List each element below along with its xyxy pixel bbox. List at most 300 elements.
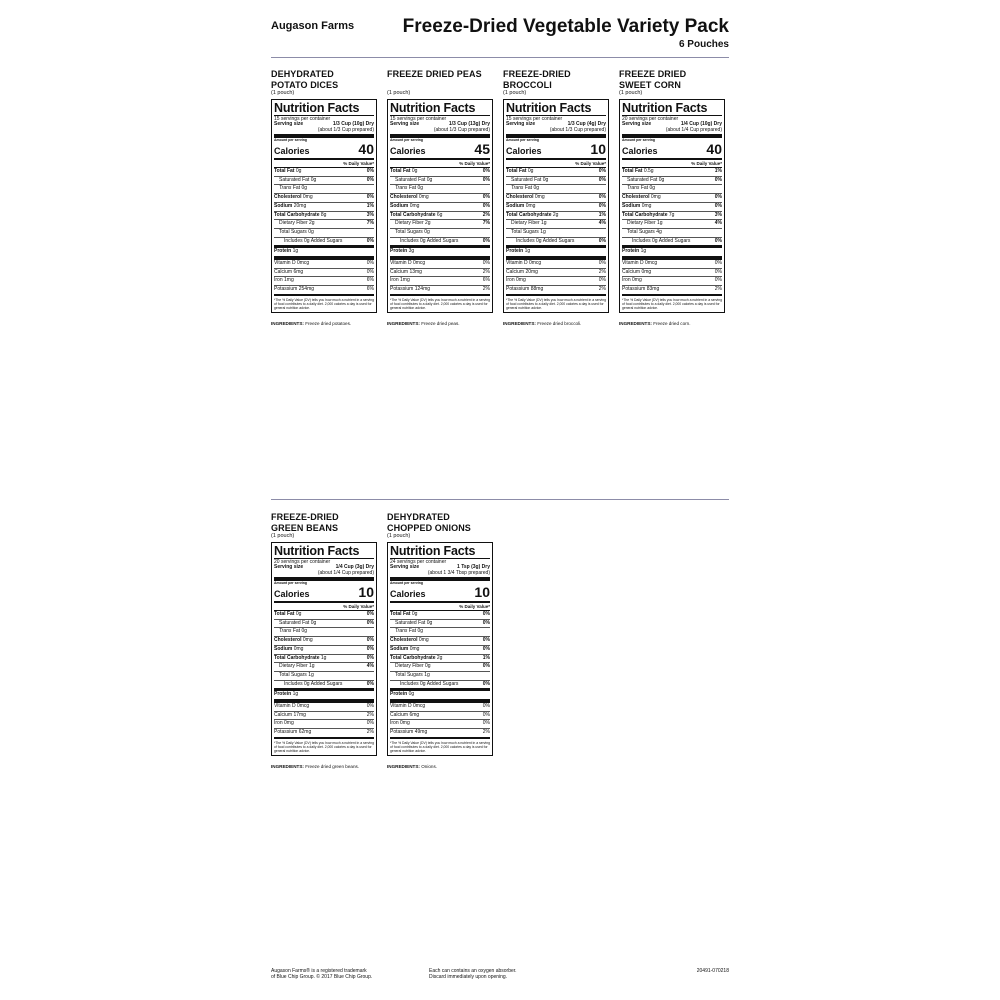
calcium-row xyxy=(274,712,374,721)
nutrition-facts-label xyxy=(503,99,609,313)
total-sugars-row xyxy=(622,229,722,238)
ingredients xyxy=(387,321,499,326)
total-fat-row xyxy=(390,168,490,177)
calcium-amount: 20mg xyxy=(525,268,538,275)
cholesterol-label: Cholesterol xyxy=(274,637,302,644)
trans-fat-label-suffix: Fat xyxy=(524,185,533,192)
total-fat-amount: 0g xyxy=(527,168,534,174)
cholesterol-amount: 0mg xyxy=(302,194,313,201)
trans-fat-label-suffix: Fat xyxy=(408,185,417,192)
iron-amount: 0mg xyxy=(400,720,410,727)
potassium-amount: 62mg xyxy=(298,729,312,736)
ingredients-text: Onions. xyxy=(421,763,438,769)
trans-fat-amount: 0g xyxy=(301,185,307,192)
protein-label: Protein xyxy=(390,691,408,698)
calories-label: Calories xyxy=(622,146,658,156)
dietary-fiber-label: Dietary Fiber xyxy=(279,220,308,227)
calories-row xyxy=(274,586,374,601)
saturated-fat-amount: 0g xyxy=(426,619,433,626)
vitamin-d-dv: 0% xyxy=(366,260,374,267)
potassium-dv: 2% xyxy=(714,286,722,293)
product-name-line2: CHOPPED ONIONS xyxy=(387,522,471,533)
calcium-dv: 2% xyxy=(482,268,490,275)
vitamin-d-row xyxy=(390,260,490,269)
potassium-dv: 6% xyxy=(366,286,374,293)
serving-prepared: (about 1/4 Cup prepared) xyxy=(665,126,722,133)
total-sugars-label: Total Sugars xyxy=(279,228,307,235)
ingredients-label: INGREDIENTS: xyxy=(271,763,304,769)
potassium-amount: 83mg xyxy=(646,286,660,293)
total-carb-label: Total Carbohydrate xyxy=(622,211,668,218)
daily-value-header: % Daily Value* xyxy=(274,160,374,168)
page-subtitle: 6 Pouches xyxy=(678,39,729,50)
added-sugars-row xyxy=(622,238,722,249)
amount-per-serving: Amount per serving xyxy=(390,581,424,585)
dietary-fiber-row xyxy=(274,220,374,229)
nutrition-facts-heading: Nutrition Facts xyxy=(622,101,722,116)
protein-amount: 1g xyxy=(524,248,531,255)
total-carb-amount: 8g xyxy=(320,211,327,218)
product-pouch-count: (1 pouch) xyxy=(503,90,527,96)
added-sugars-amount: 0g xyxy=(652,237,658,244)
servings-per-container: 15 servings per container xyxy=(274,116,331,122)
added-sugars-row xyxy=(274,681,374,692)
saturated-fat-dv: 0% xyxy=(598,176,606,183)
servings-per-container: 15 servings per container xyxy=(506,116,563,122)
total-fat-row xyxy=(506,168,606,177)
vitamin-d-row xyxy=(274,703,374,712)
product-name-line2: POTATO DICES xyxy=(271,79,339,90)
total-carb-dv: 1% xyxy=(598,211,606,218)
calcium-amount: 0mg xyxy=(641,268,652,275)
calories-value: 40 xyxy=(358,141,374,157)
daily-value-footnote: *The % Daily Value (DV) tells you how much a nutrient in a serving of food contributes to a daily diet. 2,000 calories a day is used for general nutrition advice. xyxy=(274,297,375,310)
daily-value-footnote: *The % Daily Value (DV) tells you how much a nutrient in a serving of food contributes to a daily diet. 2,000 calories a day is used for general nutrition advice. xyxy=(390,297,491,310)
protein-label: Protein xyxy=(506,248,524,255)
calcium-row xyxy=(506,269,606,278)
calories-value: 10 xyxy=(590,141,606,157)
sodium-label: Sodium xyxy=(390,645,409,652)
total-carb-label: Total Carbohydrate xyxy=(390,211,436,218)
dietary-fiber-amount: 1g xyxy=(309,663,315,670)
nutrition-facts-heading: Nutrition Facts xyxy=(390,101,490,116)
brand-name: Augason Farms xyxy=(271,20,355,32)
ingredients-text: Freeze dried potatoes. xyxy=(305,320,352,326)
product-name-line1: FREEZE-DRIED xyxy=(503,69,571,79)
total-fat-dv: 0% xyxy=(482,611,490,617)
sodium-label: Sodium xyxy=(390,202,409,209)
trans-fat-label: Trans xyxy=(279,185,292,192)
vitamin-d-dv: 0% xyxy=(482,703,490,710)
added-sugars-amount: 0g xyxy=(304,237,310,244)
product-name-line2: GREEN BEANS xyxy=(271,522,339,533)
calories-label: Calories xyxy=(390,146,426,156)
sodium-row xyxy=(506,203,606,212)
calcium-amount: 17mg xyxy=(293,711,306,718)
total-fat-label: Total Fat xyxy=(274,611,295,617)
daily-value-header: % Daily Value* xyxy=(274,603,374,611)
trans-fat-row xyxy=(622,185,722,194)
calcium-dv: 2% xyxy=(366,711,374,718)
product-pouch-count: (1 pouch) xyxy=(387,90,411,96)
serving-prepared: (about 1/4 Cup prepared) xyxy=(317,569,374,576)
cholesterol-row xyxy=(274,637,374,646)
vitamin-d-row xyxy=(506,260,606,269)
cholesterol-dv: 0% xyxy=(482,194,490,201)
daily-value-header: % Daily Value* xyxy=(506,160,606,168)
cholesterol-amount: 0mg xyxy=(418,637,429,644)
amount-per-serving: Amount per serving xyxy=(274,138,308,142)
dietary-fiber-row xyxy=(274,663,374,672)
total-carb-label: Total Carbohydrate xyxy=(390,654,436,661)
calcium-row xyxy=(622,269,722,278)
total-sugars-label: Total Sugars xyxy=(511,228,539,235)
sodium-row xyxy=(274,203,374,212)
ingredients xyxy=(271,764,383,769)
vitamin-d-label: Vitamin D xyxy=(274,703,296,710)
sodium-dv: 0% xyxy=(366,645,374,652)
trans-fat-amount: 0g xyxy=(649,185,655,192)
protein-label: Protein xyxy=(390,248,408,255)
servings-per-container: 15 servings per container xyxy=(390,116,447,122)
cholesterol-amount: 0mg xyxy=(302,637,313,644)
total-carb-amount: 7g xyxy=(668,211,675,218)
added-sugars-label: Added Sugars xyxy=(310,237,343,244)
added-sugars-label: Added Sugars xyxy=(426,680,459,687)
serving-prepared: (about 1/3 Cup prepared) xyxy=(433,126,490,133)
sodium-amount: 20mg xyxy=(293,202,307,209)
trans-fat-row xyxy=(390,628,490,637)
product-name xyxy=(271,512,383,533)
product-panel-3 xyxy=(503,69,615,326)
added-sugars-label: Added Sugars xyxy=(426,237,459,244)
saturated-fat-row xyxy=(390,177,490,186)
trans-fat-label-suffix: Fat xyxy=(292,185,301,192)
protein-amount: 1g xyxy=(292,248,299,255)
sodium-label: Sodium xyxy=(622,202,641,209)
dietary-fiber-amount: 1g xyxy=(657,220,663,227)
total-fat-row xyxy=(274,611,374,620)
nutrition-facts-label xyxy=(271,99,377,313)
calcium-label: Calcium xyxy=(274,711,293,718)
total-fat-dv: 0% xyxy=(366,611,374,617)
sodium-amount: 0mg xyxy=(641,202,652,209)
calories-row xyxy=(506,143,606,158)
dietary-fiber-dv: 0% xyxy=(482,663,490,670)
dietary-fiber-dv: 7% xyxy=(366,220,374,227)
total-sugars-label: Total Sugars xyxy=(279,671,307,678)
calories-label: Calories xyxy=(274,146,310,156)
added-sugars-prefix: Includes xyxy=(516,237,535,244)
iron-row xyxy=(390,720,490,729)
saturated-fat-label: Saturated Fat xyxy=(395,176,426,183)
iron-label: Iron xyxy=(506,277,515,284)
total-sugars-amount: 1g xyxy=(308,671,314,678)
potassium-dv: 2% xyxy=(598,286,606,293)
sodium-label: Sodium xyxy=(274,645,293,652)
protein-row xyxy=(390,248,490,260)
calories-row xyxy=(622,143,722,158)
dietary-fiber-amount: 2g xyxy=(425,220,431,227)
total-carb-amount: 2g xyxy=(552,211,559,218)
saturated-fat-dv: 0% xyxy=(482,619,490,626)
trans-fat-row xyxy=(390,185,490,194)
serving-size-value: 1/3 Cup (13g) Dry xyxy=(448,121,490,127)
iron-dv: 0% xyxy=(714,277,722,284)
total-fat-label: Total Fat xyxy=(390,611,411,617)
total-carb-dv: 0% xyxy=(366,654,374,661)
added-sugars-prefix: Includes xyxy=(632,237,651,244)
added-sugars-dv: 0% xyxy=(366,237,374,244)
iron-dv: 6% xyxy=(482,277,490,284)
servings-per-container: 24 servings per container xyxy=(390,559,447,565)
cholesterol-dv: 0% xyxy=(366,637,374,644)
product-name-line1: FREEZE-DRIED xyxy=(271,512,339,522)
serving-size-value: 1/4 Cup (10g) Dry xyxy=(680,121,722,127)
calcium-label: Calcium xyxy=(390,711,409,718)
sodium-row xyxy=(390,646,490,655)
absorber-line-1: Each can contains an oxygen absorber. xyxy=(429,968,517,974)
product-code: 20491-070218 xyxy=(696,968,729,974)
trans-fat-amount: 0g xyxy=(533,185,539,192)
added-sugars-prefix: Includes xyxy=(284,680,303,687)
amount-per-serving: Amount per serving xyxy=(390,138,424,142)
calcium-amount: 6mg xyxy=(293,268,304,275)
nutrition-facts-label xyxy=(387,99,493,313)
calories-row xyxy=(390,586,490,601)
protein-amount: 3g xyxy=(408,248,415,255)
dietary-fiber-row xyxy=(390,220,490,229)
trans-fat-row xyxy=(506,185,606,194)
potassium-row xyxy=(390,286,490,296)
nutrition-facts-label xyxy=(619,99,725,313)
total-sugars-row xyxy=(274,229,374,238)
iron-label: Iron xyxy=(390,277,399,284)
cholesterol-dv: 0% xyxy=(714,194,722,201)
protein-amount: 1g xyxy=(292,691,299,698)
calories-label: Calories xyxy=(506,146,542,156)
dietary-fiber-row xyxy=(390,663,490,672)
dietary-fiber-label: Dietary Fiber xyxy=(511,220,540,227)
calories-value: 10 xyxy=(358,584,374,600)
nutrition-facts-heading: Nutrition Facts xyxy=(506,101,606,116)
product-name xyxy=(387,69,499,90)
trans-fat-label: Trans xyxy=(627,185,640,192)
added-sugars-amount: 0g xyxy=(420,237,426,244)
trans-fat-row xyxy=(274,185,374,194)
total-carb-row xyxy=(274,212,374,221)
total-fat-dv: 1% xyxy=(714,168,722,174)
nutrition-facts-heading: Nutrition Facts xyxy=(274,101,374,116)
iron-amount: 0mg xyxy=(632,277,642,284)
servings-per-container: 20 servings per container xyxy=(274,559,331,565)
calories-row xyxy=(390,143,490,158)
serving-size-label: Serving size xyxy=(506,121,536,127)
iron-row xyxy=(506,277,606,286)
iron-amount: 0mg xyxy=(516,277,526,284)
added-sugars-row xyxy=(390,238,490,249)
sodium-amount: 0mg xyxy=(409,645,420,652)
cholesterol-amount: 0mg xyxy=(650,194,661,201)
vitamin-d-dv: 0% xyxy=(482,260,490,267)
ingredients-label: INGREDIENTS: xyxy=(619,320,652,326)
saturated-fat-amount: 0g xyxy=(310,619,317,626)
potassium-label: Potassium xyxy=(390,729,414,736)
total-fat-amount: 0g xyxy=(295,611,302,617)
ingredients-label: INGREDIENTS: xyxy=(271,320,304,326)
vitamin-d-row xyxy=(390,703,490,712)
total-carb-row xyxy=(506,212,606,221)
iron-row xyxy=(390,277,490,286)
sodium-amount: 0mg xyxy=(525,202,536,209)
vitamin-d-dv: 0% xyxy=(366,703,374,710)
potassium-amount: 88mg xyxy=(530,286,544,293)
total-carb-dv: 1% xyxy=(482,654,490,661)
nutrition-facts-heading: Nutrition Facts xyxy=(390,544,490,559)
daily-value-footnote: *The % Daily Value (DV) tells you how much a nutrient in a serving of food contributes to a daily diet. 2,000 calories a day is used for general nutrition advice. xyxy=(390,740,491,753)
product-name-line1: FREEZE DRIED PEAS xyxy=(387,69,482,79)
cholesterol-amount: 0mg xyxy=(418,194,429,201)
ingredients-text: Freeze dried green beans. xyxy=(305,763,360,769)
trans-fat-label: Trans xyxy=(395,628,408,635)
trans-fat-label-suffix: Fat xyxy=(408,628,417,635)
total-fat-label: Total Fat xyxy=(506,168,527,174)
total-sugars-label: Total Sugars xyxy=(627,228,655,235)
servings-per-container: 20 servings per container xyxy=(622,116,679,122)
total-sugars-amount: 1g xyxy=(424,671,430,678)
dietary-fiber-dv: 4% xyxy=(598,220,606,227)
daily-value-footnote: *The % Daily Value (DV) tells you how much a nutrient in a serving of food contributes to a daily diet. 2,000 calories a day is used for general nutrition advice. xyxy=(274,740,375,753)
added-sugars-amount: 0g xyxy=(304,680,310,687)
total-sugars-row xyxy=(390,229,490,238)
serving-size-value: 1/3 Cup (10g) Dry xyxy=(332,121,374,127)
calcium-row xyxy=(390,269,490,278)
total-carb-row xyxy=(390,212,490,221)
cholesterol-dv: 0% xyxy=(598,194,606,201)
iron-dv: 0% xyxy=(366,720,374,727)
iron-dv: 0% xyxy=(598,277,606,284)
serving-size-label: Serving size xyxy=(274,121,304,127)
total-fat-dv: 0% xyxy=(366,168,374,174)
product-panel-2 xyxy=(387,69,499,326)
protein-row xyxy=(506,248,606,260)
iron-amount: 0mg xyxy=(284,720,294,727)
saturated-fat-dv: 0% xyxy=(366,619,374,626)
serving-size-value: 1/4 Cup (3g) Dry xyxy=(335,564,374,570)
vitamin-d-dv: 0% xyxy=(598,260,606,267)
trans-fat-amount: 0g xyxy=(417,628,423,635)
added-sugars-dv: 0% xyxy=(482,237,490,244)
cholesterol-label: Cholesterol xyxy=(390,637,418,644)
calcium-label: Calcium xyxy=(390,268,409,275)
nutrition-facts-heading: Nutrition Facts xyxy=(274,544,374,559)
ingredients-label: INGREDIENTS: xyxy=(387,763,420,769)
total-fat-amount: 0.5g xyxy=(643,168,654,174)
total-fat-label: Total Fat xyxy=(622,168,643,174)
saturated-fat-amount: 0g xyxy=(426,176,433,183)
saturated-fat-row xyxy=(506,177,606,186)
nutrition-facts-label xyxy=(387,542,493,756)
sodium-row xyxy=(390,203,490,212)
saturated-fat-label: Saturated Fat xyxy=(279,176,310,183)
dietary-fiber-row xyxy=(506,220,606,229)
calcium-label: Calcium xyxy=(274,268,293,275)
ingredients-text: Freeze dried corn. xyxy=(653,320,691,326)
iron-row xyxy=(274,720,374,729)
potassium-amount: 124mg xyxy=(414,286,431,293)
total-fat-dv: 0% xyxy=(598,168,606,174)
divider-middle xyxy=(271,499,729,500)
product-name-line1: DEHYDRATED xyxy=(387,512,450,522)
total-fat-row xyxy=(274,168,374,177)
sodium-amount: 0mg xyxy=(409,202,420,209)
ingredients-text: Freeze dried broccoli. xyxy=(537,320,582,326)
dietary-fiber-amount: 1g xyxy=(541,220,547,227)
cholesterol-row xyxy=(622,194,722,203)
cholesterol-row xyxy=(390,637,490,646)
total-fat-dv: 0% xyxy=(482,168,490,174)
iron-label: Iron xyxy=(622,277,631,284)
dietary-fiber-label: Dietary Fiber xyxy=(395,220,424,227)
dietary-fiber-label: Dietary Fiber xyxy=(395,663,424,670)
added-sugars-label: Added Sugars xyxy=(658,237,691,244)
sodium-dv: 0% xyxy=(598,202,606,209)
iron-amount: 1mg xyxy=(400,277,410,284)
iron-amount: 1mg xyxy=(284,277,294,284)
total-carb-amount: 1g xyxy=(320,654,327,661)
added-sugars-dv: 0% xyxy=(598,237,606,244)
saturated-fat-dv: 0% xyxy=(714,176,722,183)
saturated-fat-label: Saturated Fat xyxy=(279,619,310,626)
product-name-line1: FREEZE DRIED xyxy=(619,69,687,79)
added-sugars-dv: 0% xyxy=(714,237,722,244)
product-name xyxy=(271,69,383,90)
ingredients-text: Freeze dried peas. xyxy=(421,320,460,326)
total-carb-label: Total Carbohydrate xyxy=(506,211,552,218)
vitamin-d-amount: 0mcg xyxy=(296,260,310,267)
amount-per-serving: Amount per serving xyxy=(506,138,540,142)
calcium-row xyxy=(274,269,374,278)
total-carb-label: Total Carbohydrate xyxy=(274,211,320,218)
total-sugars-row xyxy=(274,672,374,681)
sodium-label: Sodium xyxy=(274,202,293,209)
vitamin-d-row xyxy=(274,260,374,269)
total-carb-dv: 2% xyxy=(482,211,490,218)
nutrition-facts-label xyxy=(271,542,377,756)
cholesterol-row xyxy=(390,194,490,203)
total-carb-row xyxy=(274,655,374,664)
page-title: Freeze-Dried Vegetable Variety Pack xyxy=(402,16,729,37)
total-sugars-amount: 0g xyxy=(308,228,314,235)
potassium-row xyxy=(390,729,490,739)
ingredients-label: INGREDIENTS: xyxy=(387,320,420,326)
added-sugars-amount: 0g xyxy=(536,237,542,244)
cholesterol-label: Cholesterol xyxy=(274,194,302,201)
saturated-fat-label: Saturated Fat xyxy=(627,176,658,183)
total-fat-amount: 0g xyxy=(411,168,418,174)
cholesterol-dv: 0% xyxy=(366,194,374,201)
trans-fat-label-suffix: Fat xyxy=(640,185,649,192)
trans-fat-label: Trans xyxy=(279,628,292,635)
ingredients-label: INGREDIENTS: xyxy=(503,320,536,326)
product-panel-1 xyxy=(271,69,383,326)
potassium-row xyxy=(274,286,374,296)
serving-prepared: (about 1 3/4 Tbsp prepared) xyxy=(427,569,490,576)
calories-value: 10 xyxy=(474,584,490,600)
vitamin-d-amount: 0mcg xyxy=(412,703,426,710)
ingredients xyxy=(619,321,731,326)
total-fat-amount: 0g xyxy=(411,611,418,617)
